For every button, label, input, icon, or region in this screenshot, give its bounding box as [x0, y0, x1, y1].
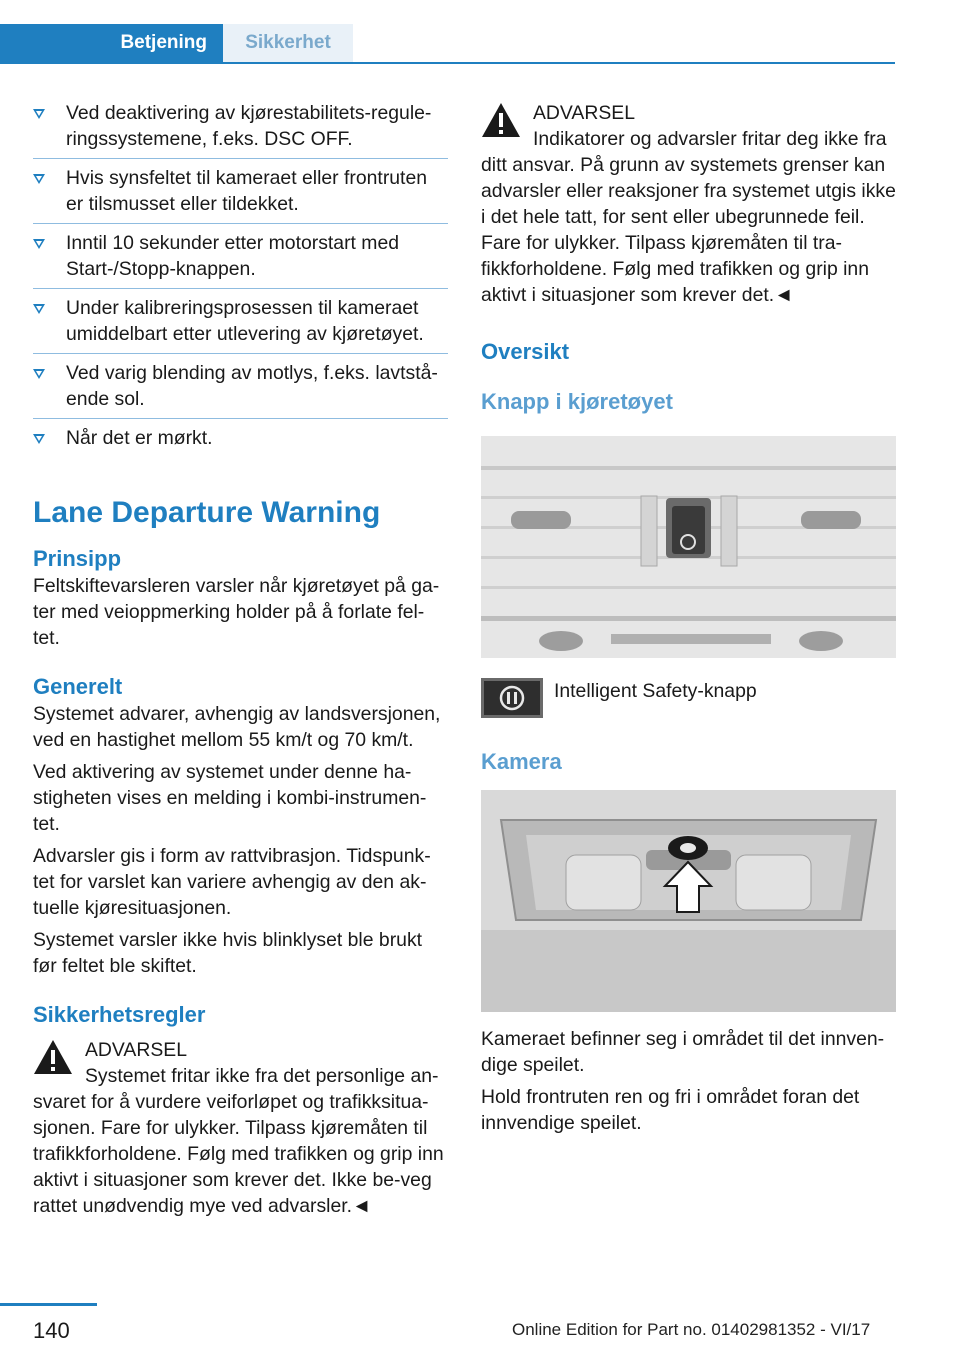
warning-text: Systemet fritar ikke fra det personlige an-svaret for å vurdere veiforløpet og trafikksitua-sjonen. Fare for ulykker. Tilpass kjøremåten til trafikkforholdene. Følg med trafikken og grip inn aktivt i situasjoner som krever det. Ikke be-veg rattet unødvendig mye ved advarsler.◄	[33, 1065, 444, 1217]
footer-rule	[0, 1303, 97, 1306]
knapp-heading: Knapp i kjøretøyet	[481, 389, 673, 414]
intelligent-safety-button-icon	[481, 678, 543, 718]
bullet-triangle-icon	[33, 109, 45, 119]
tab-betjening[interactable]: Betjening	[0, 24, 223, 62]
camera-location-photo	[481, 790, 896, 1012]
oversikt-heading: Oversikt	[481, 339, 570, 364]
list-item: Under kalibreringsprosessen til kameraet umiddelbart etter utlevering av kjøretøyet.	[33, 295, 448, 354]
bullet-triangle-icon	[33, 304, 45, 314]
dashboard-vents-image	[481, 436, 896, 658]
bullet-triangle-icon	[33, 239, 45, 249]
header-tab-bar	[0, 24, 895, 64]
condition-list	[33, 100, 448, 451]
list-item: Ved deaktivering av kjørestabilitets-regule-ringssystemene, f.eks. DSC OFF.	[33, 100, 448, 159]
prinsipp-heading: Prinsipp	[33, 546, 122, 571]
warning-text: Indikatorer og advarsler fritar deg ikke fra ditt ansvar. På grunn av systemets grenser kan advarsler eller reaksjoner fra systemet utgis ikke i det hele tatt, for sent eller ubegrunnede feil. Fare for ulykker. Tilpass kjøremåten til tra-fikkforholdene. Følg med trafikken og grip inn aktivt i situasjoner som krever det.◄	[481, 128, 896, 306]
list-item: Inntil 10 sekunder etter motorstart med Start-/Stopp-knappen.	[33, 230, 448, 289]
kamera-paragraph-1: Kameraet befinner seg i området til det innven-dige speilet.	[481, 1028, 885, 1076]
warning-block	[33, 1037, 448, 1063]
kamera-paragraph-2: Hold frontruten ren og fri i området foran det innvendige speilet.	[481, 1086, 860, 1134]
edition-text: Online Edition for Part no. 01402981352 - VI/17	[512, 1320, 871, 1339]
dashboard-button-photo	[481, 436, 896, 658]
rear-window-camera-image	[481, 790, 896, 1012]
generelt-paragraph-4: Systemet varsler ikke hvis blinklyset ble brukt før feltet ble skiftet.	[33, 929, 423, 977]
generelt-paragraph-2: Ved aktivering av systemet under denne ha-stigheten vises en melding i kombi-instrumen-tet.	[33, 761, 427, 835]
left-column	[33, 100, 448, 1219]
warning-triangle-icon	[33, 1039, 73, 1075]
page-number: 140	[33, 1318, 70, 1343]
prinsipp-text: Feltskiftevarsleren varsler når kjøretøyet på ga-ter med veioppmerking holder på å forlate fel-tet.	[33, 575, 440, 649]
tab-sikkerhet[interactable]: Sikkerhet	[223, 24, 353, 62]
list-item: Hvis synsfeltet til kameraet eller frontruten er tilsmusset eller tildekket.	[33, 165, 448, 224]
section-title: Lane Departure Warning	[33, 496, 381, 529]
kamera-heading: Kamera	[481, 749, 562, 774]
right-column	[481, 100, 896, 1136]
generelt-heading: Generelt	[33, 674, 123, 699]
warning-block	[481, 100, 896, 126]
bullet-triangle-icon	[33, 369, 45, 379]
warning-triangle-icon	[481, 102, 521, 138]
list-item: Ved varig blending av motlys, f.eks. lavtstå-ende sol.	[33, 360, 448, 419]
warning-label: ADVARSEL	[533, 102, 636, 124]
bullet-triangle-icon	[33, 174, 45, 184]
generelt-paragraph-3: Advarsler gis i form av rattvibrasjon. Tidspunk-tet for varslet kan variere avhengig av den ak-tuelle kjøresituasjonen.	[33, 845, 431, 919]
list-item: Når det er mørkt.	[33, 425, 448, 451]
generelt-paragraph-1: Systemet advarer, avhengig av landsversjonen, ved en hastighet mellom 55 km/t og 70 km/t.	[33, 703, 441, 751]
sikkerhetsregler-heading: Sikkerhetsregler	[33, 1002, 206, 1027]
button-caption: Intelligent Safety-knapp	[554, 680, 757, 702]
bullet-triangle-icon	[33, 434, 45, 444]
button-legend	[481, 678, 896, 722]
warning-label: ADVARSEL	[85, 1039, 188, 1061]
